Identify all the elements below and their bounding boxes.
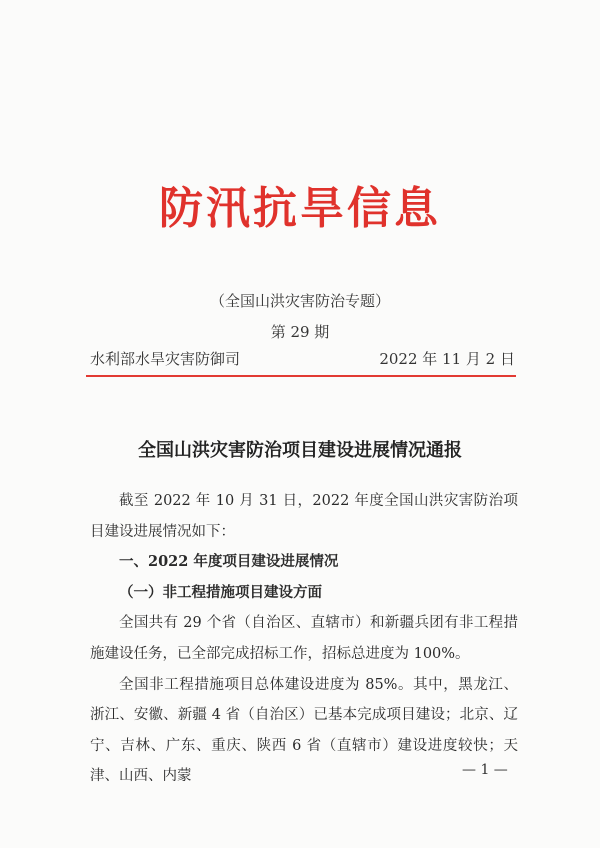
page-number: — 1 — <box>462 762 508 778</box>
body-paragraph: 全国共有 29 个省（自治区、直辖市）和新疆兵团有非工程措施建设任务，已全部完成招标工作，招标总进度为 100%。 <box>90 615 518 662</box>
section-heading: 一、2022 年度项目建设进展情况 <box>119 553 339 571</box>
issue-date: 2022 年 11 月 2 日 <box>379 350 515 368</box>
document-title: 全国山洪灾害防治项目建设进展情况通报 <box>138 440 462 461</box>
document-body <box>90 486 518 792</box>
body-paragraph: 全国非工程措施项目总体建设进度为 85%。其中，黑龙江、浙江、安徽、新疆 4 省（自治区）已基本完成项目建设；北京、辽宁、吉林、广东、重庆、陕西 6 省（直辖市）建设进度较快；天津、山西、内蒙 <box>90 676 518 785</box>
subsection-heading: （一）非工程措施项目建设方面 <box>119 583 322 601</box>
issuer-name: 水利部水旱灾害防御司 <box>90 350 241 368</box>
issue-number: 第 29 期 <box>270 323 330 341</box>
topic-subtitle: （全国山洪灾害防治专题） <box>209 292 390 310</box>
masthead-title: 防汛抗旱信息 <box>159 183 441 234</box>
red-divider <box>86 375 516 377</box>
intro-paragraph: 截至 2022 年 10 月 31 日，2022 年度全国山洪灾害防治项目建设进展情况如下： <box>90 493 518 540</box>
